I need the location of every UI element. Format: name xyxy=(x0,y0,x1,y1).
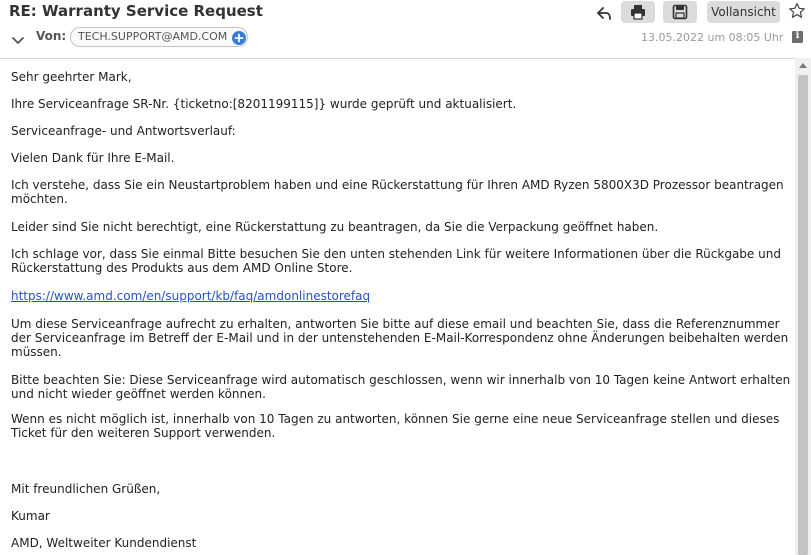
vertical-scrollbar[interactable] xyxy=(795,58,811,555)
print-button[interactable] xyxy=(621,1,655,23)
faq-link-line xyxy=(11,289,791,303)
from-label: Von: xyxy=(36,29,67,43)
refund-request-paragraph: Ich verstehe, dass Sie ein Neustartproblem haben und eine Rückerstattung für Ihren AMD Ryzen 5800X3D Prozessor beantragen möchten. xyxy=(11,178,784,206)
scroll-up-arrow-icon[interactable] xyxy=(799,63,807,68)
auto-close-paragraph: Bitte beachten Sie: Diese Serviceanfrage wird automatisch geschlossen, wenn wir innerhalb von 10 Tagen keine Antwort erhalten und nicht wieder geöffnet werden können. xyxy=(11,373,791,401)
save-button[interactable] xyxy=(663,1,697,23)
sender-address: TECH.SUPPORT@AMD.COM xyxy=(78,30,228,43)
plus-circle-icon[interactable] xyxy=(232,30,246,44)
greeting: Sehr geehrter Mark, xyxy=(11,70,132,84)
chevron-down-icon[interactable] xyxy=(11,31,25,41)
message-date: 13.05.2022 um 08:05 Uhr xyxy=(641,31,784,44)
fullview-button[interactable]: Vollansicht xyxy=(707,1,780,23)
signature-name: Kumar xyxy=(11,509,50,523)
suggestion-paragraph: Ich schlage vor, dass Sie einmal Bitte besuchen Sie den unten stehenden Link für weitere Informationen über die Rückgabe und Rückerstattung des Produkts aus dem AMD Online Store. xyxy=(11,247,781,275)
info-icon[interactable]: i xyxy=(792,31,803,43)
star-icon[interactable] xyxy=(788,2,806,20)
print-icon xyxy=(630,4,646,20)
thanks-paragraph: Vielen Dank für Ihre E-Mail. xyxy=(11,151,175,165)
new-request-paragraph: Wenn es nicht möglich ist, innerhalb von 10 Tagen zu antworten, können Sie gerne eine neue Serviceanfrage stellen und dieses Ticket für den weiteren Support verwenden. xyxy=(11,412,780,440)
scroll-thumb[interactable] xyxy=(798,75,808,555)
save-icon xyxy=(672,4,688,20)
closing: Mit freundlichen Grüßen, xyxy=(11,482,161,496)
reference-paragraph: Um diese Serviceanfrage aufrecht zu erhalten, antworten Sie bitte auf diese email und beachten Sie, dass die Referenznummer der Serviceanfrage im Betreff der E-Mail und in der untenstehenden E-Mail-Korrespondenz ohne Änderungen beibehalten werden müssen. xyxy=(11,317,789,359)
refund-denied-paragraph: Leider sind Sie nicht berechtigt, eine Rückerstattung zu beantragen, da Sie die Verpackung geöffnet haben. xyxy=(11,220,659,234)
reply-icon[interactable] xyxy=(594,5,614,21)
signature-org: AMD, Weltweiter Kundendienst xyxy=(11,536,197,550)
faq-link[interactable]: https://www.amd.com/en/support/kb/faq/amdonlinestorefaq xyxy=(11,289,371,303)
message-subject: RE: Warranty Service Request xyxy=(9,2,263,20)
ticket-paragraph: Ihre Serviceanfrage SR-Nr. {ticketno:[8201199115]} wurde geprüft und aktualisiert. xyxy=(11,97,517,111)
sender-chip[interactable] xyxy=(70,27,248,47)
message-header xyxy=(0,0,811,59)
history-heading: Serviceanfrage- und Antwortsverlauf: xyxy=(11,124,236,138)
